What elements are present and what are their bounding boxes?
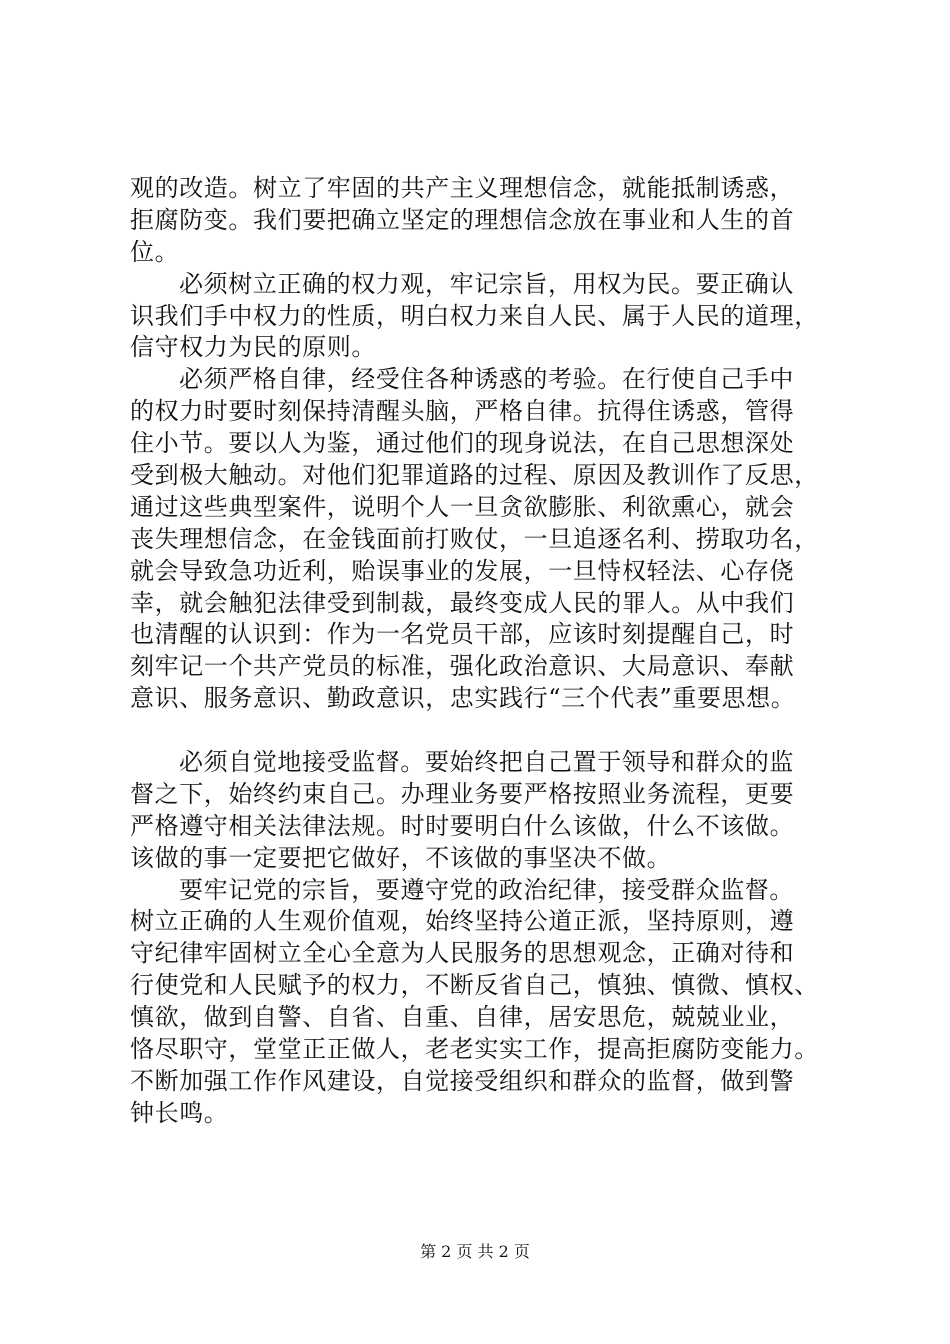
text-line: 恪尽职守，堂堂正正做人，老老实实工作，提高拒腐防变能力。	[130, 1035, 819, 1064]
text-line: 不断加强工作作风建设，自觉接受组织和群众的监督，做到警	[130, 1066, 795, 1095]
text-line: 也清醒的认识到：作为一名党员干部，应该时刻提醒自己，时	[130, 620, 795, 649]
text-line: 意识、服务意识、勤政意识，忠实践行“三个代表”重要思想。	[130, 684, 796, 713]
paragraph-gap	[130, 715, 820, 747]
paragraph	[130, 173, 820, 269]
text-line: 守纪律牢固树立全心全意为人民服务的思想观念，正确对待和	[130, 939, 795, 968]
text-line: 通过这些典型案件，说明个人一旦贪欲膨胀、利欲熏心，就会	[130, 492, 795, 521]
text-line: 识我们手中权力的性质，明白权力来自人民、属于人民的道理，	[130, 301, 819, 330]
text-line: 要牢记党的宗旨，要遵守党的政治纪律，接受群众监督。	[179, 875, 794, 904]
text-line: 观的改造。树立了牢固的共产主义理想信念，就能抵制诱惑，	[130, 174, 795, 202]
page-number-footer: 第 2 页 共 2 页	[420, 1242, 530, 1261]
text-line: 刻牢记一个共产党员的标准，强化政治意识、大局意识、奉献	[130, 652, 795, 681]
text-line: 丧失理想信念，在金钱面前打败仗，一旦追逐名利、捞取功名，	[130, 524, 819, 553]
paragraph	[130, 364, 820, 715]
text-line: 慎欲，做到自警、自省、自重、自律，居安思危，兢兢业业，	[130, 1003, 795, 1032]
text-line: 督之下，始终约束自己。办理业务要严格按照业务流程，更要	[130, 779, 795, 808]
paragraph	[130, 747, 820, 875]
text-line: 幸，就会触犯法律受到制裁，最终变成人民的罪人。从中我们	[130, 588, 795, 617]
text-line: 必须自觉地接受监督。要始终把自己置于领导和群众的监	[179, 748, 794, 777]
text-line: 住小节。要以人为鉴，通过他们的现身说法，在自己思想深处	[130, 429, 795, 458]
text-line: 信守权力为民的原则。	[130, 333, 376, 362]
text-line: 必须树立正确的权力观，牢记宗旨，用权为民。要正确认	[179, 269, 794, 298]
paragraph	[130, 875, 820, 1130]
text-line: 的权力时要时刻保持清醒头脑，严格自律。抗得住诱惑，管得	[130, 397, 795, 426]
text-line: 受到极大触动。对他们犯罪道路的过程、原因及教训作了反思，	[130, 461, 819, 490]
text-line: 行使党和人民赋予的权力，不断反省自己，慎独、慎微、慎权、	[130, 971, 819, 1000]
text-line: 该做的事一定要把它做好，不该做的事坚决不做。	[130, 843, 672, 872]
document-body	[130, 173, 820, 1130]
text-line: 钟长鸣。	[130, 1098, 229, 1127]
text-line: 严格遵守相关法律法规。时时要明白什么该做，什么不该做。	[130, 811, 795, 840]
paragraph	[130, 269, 820, 365]
text-line: 拒腐防变。我们要把确立坚定的理想信念放在事业和人生的首	[130, 205, 795, 234]
text-line: 必须严格自律，经受住各种诱惑的考验。在行使自己手中	[179, 365, 794, 394]
text-line: 树立正确的人生观价值观，始终坚持公道正派，坚持原则，遵	[130, 907, 795, 936]
text-line: 位。	[130, 237, 180, 266]
text-line: 就会导致急功近利，贻误事业的发展，一旦恃权轻法、心存侥	[130, 556, 795, 585]
